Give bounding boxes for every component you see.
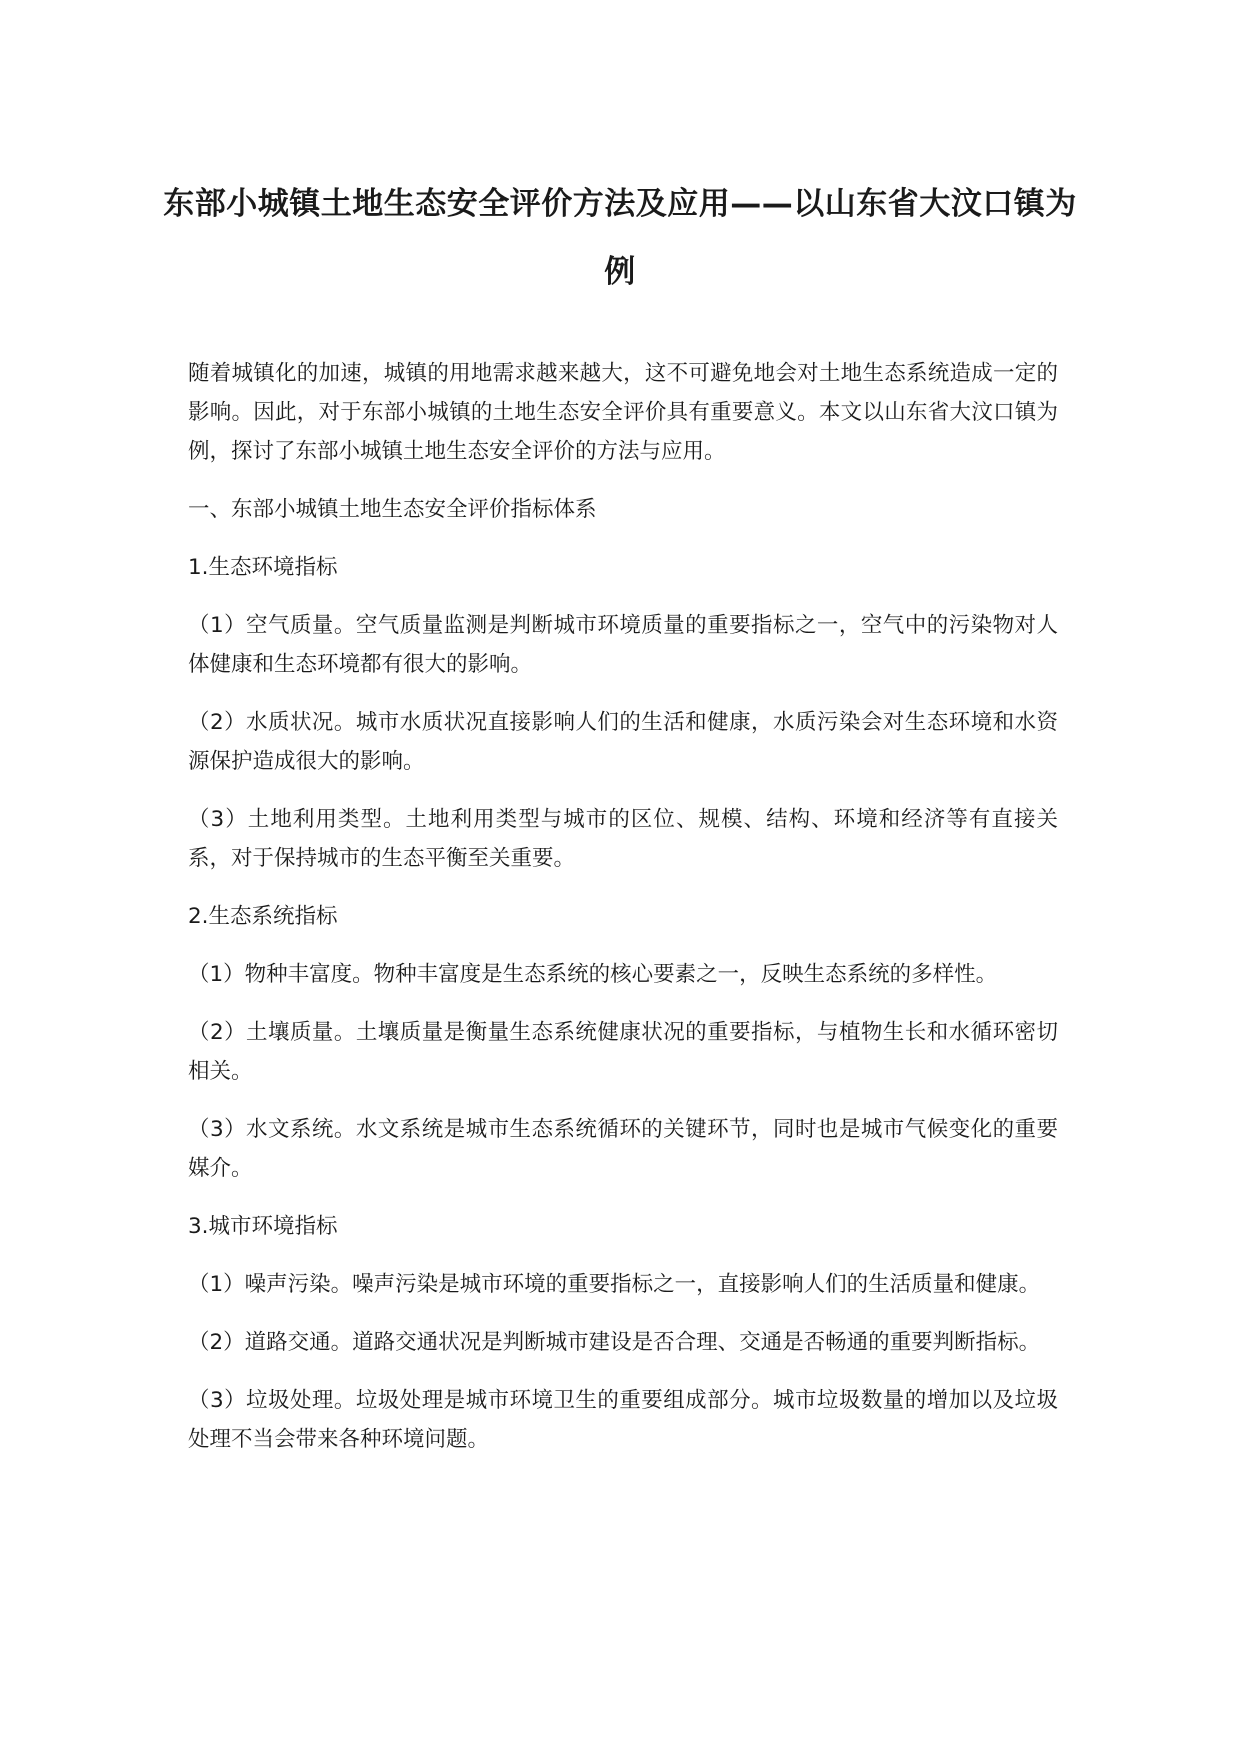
- subsection-heading: 2.生态系统指标: [188, 904, 338, 929]
- list-item-paragraph: （3）垃圾处理。垃圾处理是城市环境卫生的重要组成部分。城市垃圾数量的增加以及垃圾处理不当会带来各种环境问题。: [188, 1388, 1058, 1452]
- subsection-heading: 3.城市环境指标: [188, 1214, 338, 1239]
- list-item-paragraph: （2）水质状况。城市水质状况直接影响人们的生活和健康，水质污染会对生态环境和水资源保护造成很大的影响。: [188, 710, 1058, 774]
- section-heading: 一、东部小城镇土地生态安全评价指标体系: [188, 497, 597, 522]
- document-title: 东部小城镇土地生态安全评价方法及应用——以山东省大汶口镇为例: [163, 186, 1077, 290]
- document-body: [188, 354, 1058, 1478]
- intro-paragraph: 随着城镇化的加速，城镇的用地需求越来越大，这不可避免地会对土地生态系统造成一定的影响。因此，对于东部小城镇的土地生态安全评价具有重要意义。本文以山东省大汶口镇为例，探讨了东部小城镇土地生态安全评价的方法与应用。: [188, 361, 1058, 464]
- list-item-paragraph: （2）道路交通。道路交通状况是判断城市建设是否合理、交通是否畅通的重要判断指标。: [188, 1330, 1041, 1355]
- list-item-paragraph: （2）土壤质量。土壤质量是衡量生态系统健康状况的重要指标，与植物生长和水循环密切相关。: [188, 1020, 1058, 1084]
- subsection-heading: 1.生态环境指标: [188, 555, 338, 580]
- list-item-paragraph: （3）水文系统。水文系统是城市生态系统循环的关键环节，同时也是城市气候变化的重要媒介。: [188, 1117, 1058, 1181]
- list-item-paragraph: （1）物种丰富度。物种丰富度是生态系统的核心要素之一，反映生态系统的多样性。: [188, 962, 998, 987]
- list-item-paragraph: （3）土地利用类型。土地利用类型与城市的区位、规模、结构、环境和经济等有直接关系，对于保持城市的生态平衡至关重要。: [188, 807, 1058, 871]
- list-item-paragraph: （1）空气质量。空气质量监测是判断城市环境质量的重要指标之一，空气中的污染物对人体健康和生态环境都有很大的影响。: [188, 613, 1058, 677]
- list-item-paragraph: （1）噪声污染。噪声污染是城市环境的重要指标之一，直接影响人们的生活质量和健康。: [188, 1272, 1041, 1297]
